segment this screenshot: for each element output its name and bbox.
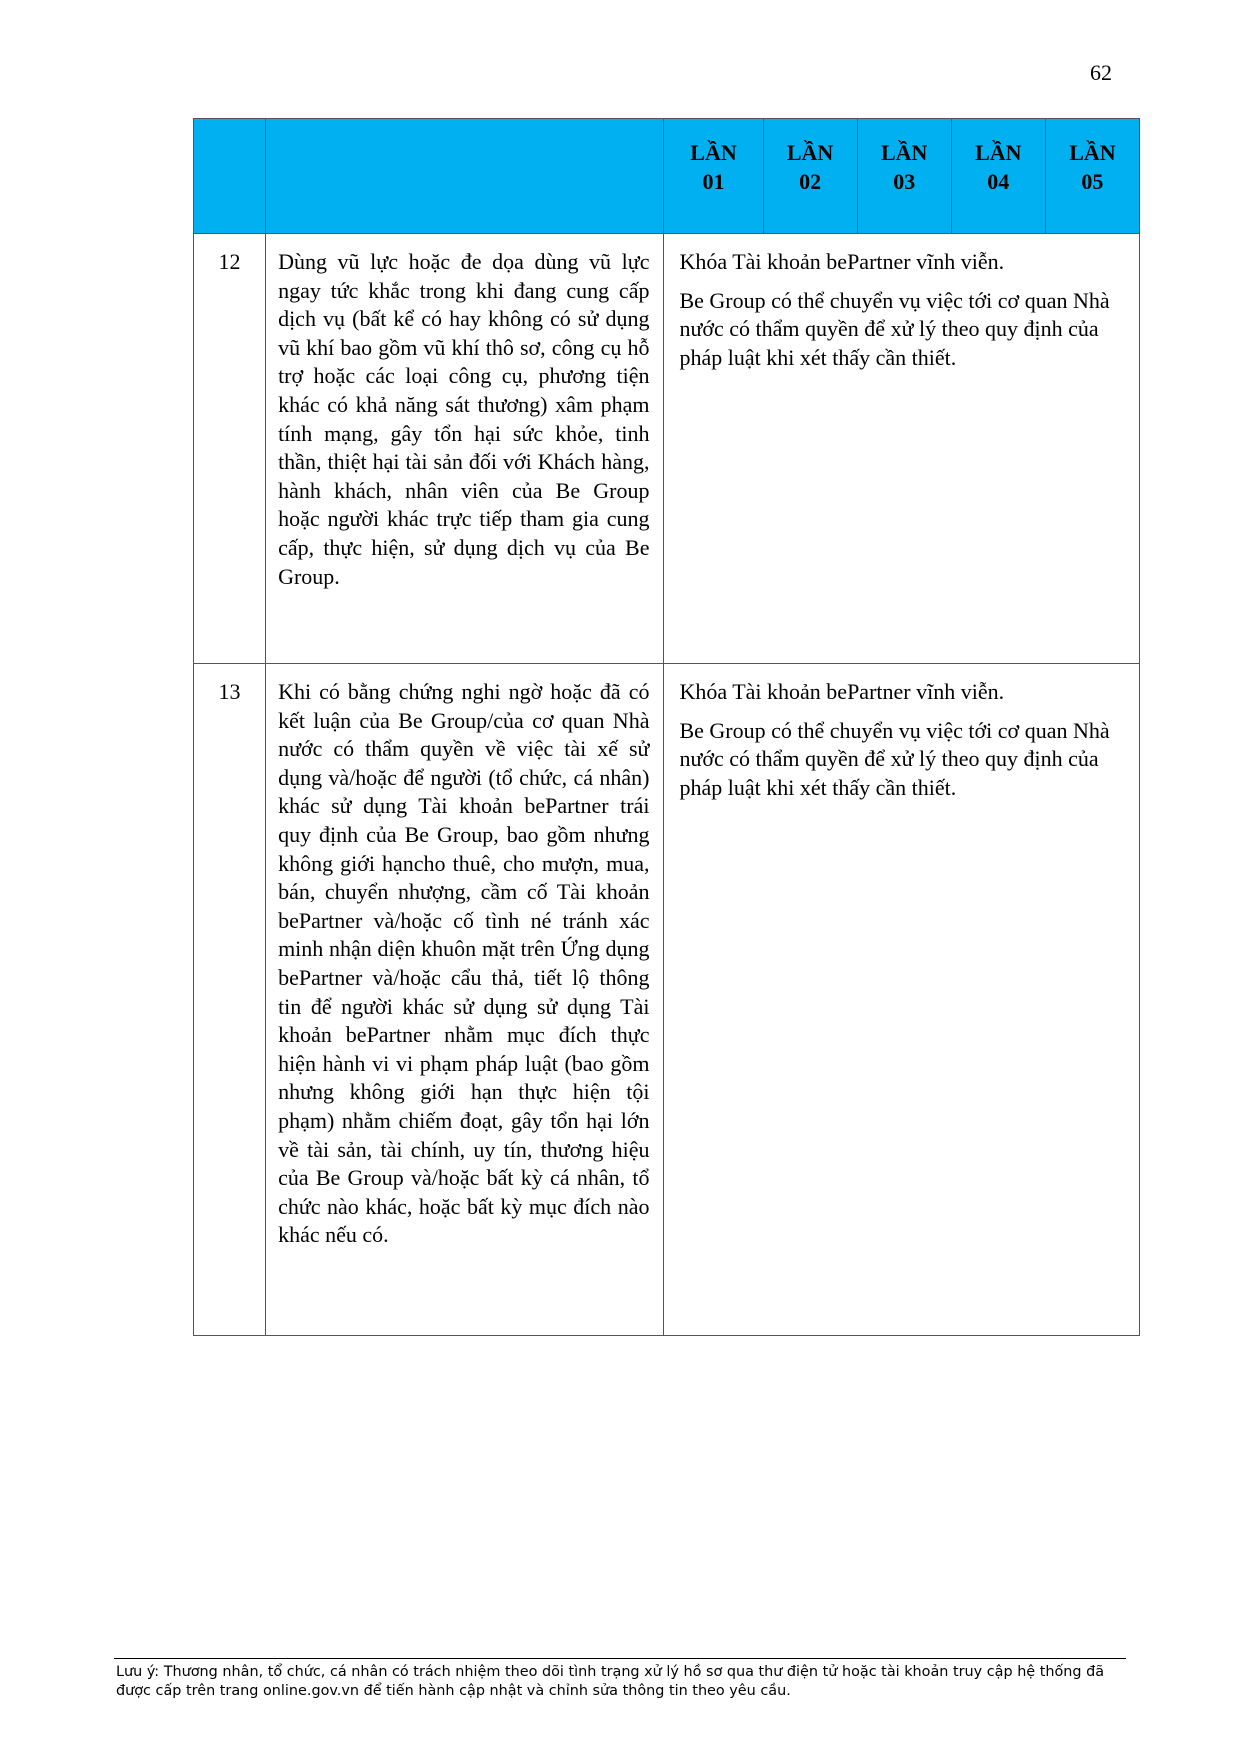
header-lan-label: LẦN <box>786 140 834 165</box>
row-action <box>664 234 1140 664</box>
table-row <box>194 664 1140 1336</box>
header-description <box>266 119 664 234</box>
page-number: 62 <box>1090 60 1112 85</box>
row-description: Khi có bằng chứng nghi ngờ hoặc đã có kết luận của Be Group/của cơ quan Nhà nước có thẩm quyền về việc tài xế sử dụng và/hoặc để người (tổ chức, cá nhân) khác sử dụng Tài khoản bePartner trái quy định của Be Group, bao gồm nhưng không giới hạncho thuê, cho mượn, mua, bán, chuyển nhượng, cầm cố Tài khoản bePartner và/hoặc cố tình né tránh xác minh nhận diện khuôn mặt trên Ứng dụng bePartner và/hoặc cẩu thả, tiết lộ thông tin để người khác sử dụng sử dụng Tài khoản bePartner nhằm mục đích thực hiện hành vi vi phạm pháp luật (bao gồm nhưng không giới hạn thực hiện tội phạm) nhằm chiếm đoạt, gây tổn hại lớn về tài sản, tài chính, uy tín, thương hiệu của Be Group và/hoặc bất kỳ cá nhân, tổ chức nào khác, hoặc bất kỳ mục đích nào khác nếu có. <box>266 664 664 1336</box>
header-lan-label: LẦN <box>975 140 1022 165</box>
footer-divider <box>114 1658 1126 1659</box>
row-number: 12 <box>194 234 266 664</box>
header-lan-02 <box>763 119 857 234</box>
header-lan-01 <box>664 119 763 234</box>
action-transfer-authority: Be Group có thể chuyển vụ việc tới cơ quan Nhà nước có thẩm quyền để xử lý theo quy định của pháp luật khi xét thấy cần thiết. <box>679 717 1110 800</box>
footer-note: Lưu ý: Thương nhân, tổ chức, cá nhân có trách nhiệm theo dõi tình trạng xử lý hồ sơ qua thư điện tử hoặc tài khoản truy cập hệ thống đã được cấp trên trang online.gov.vn để tiến hành cập nhật và chỉnh sửa thông tin theo yêu cầu. <box>116 1664 1105 1699</box>
header-lan-04 <box>951 119 1045 234</box>
header-lan-label: LẦN <box>1069 140 1116 165</box>
row-description: Dùng vũ lực hoặc đe dọa dùng vũ lực ngay tức khắc trong khi đang cung cấp dịch vụ (bất kể có hay không có sử dụng vũ khí bao gồm vũ khí thô sơ, công cụ hỗ trợ hoặc các loại công cụ, phương tiện khác có khả năng sát thương) xâm phạm tính mạng, gây tổn hại sức khỏe, tinh thần, thiệt hại tài sản đối với Khách hàng, hành khách, nhân viên của Be Group hoặc người khác trực tiếp tham gia cung cấp, thực hiện, sử dụng dịch vụ của Be Group. <box>266 234 664 664</box>
header-lan-number: 02 <box>799 168 822 194</box>
header-no <box>194 119 266 234</box>
header-lan-number: 04 <box>987 168 1010 194</box>
table-header-row <box>194 119 1140 234</box>
row-number: 13 <box>194 664 266 1336</box>
header-lan-label: LẦN <box>690 140 737 165</box>
violation-table <box>193 118 1140 1336</box>
table-row <box>194 234 1140 664</box>
header-lan-number: 01 <box>702 168 725 194</box>
header-lan-label: LẦN <box>880 140 928 165</box>
header-lan-number: 05 <box>1081 168 1104 194</box>
header-lan-03 <box>857 119 951 234</box>
action-transfer-authority: Be Group có thể chuyển vụ việc tới cơ quan Nhà nước có thẩm quyền để xử lý theo quy định của pháp luật khi xét thấy cần thiết. <box>679 287 1110 370</box>
row-action <box>664 664 1140 1336</box>
action-lock-account: Khóa Tài khoản bePartner vĩnh viễn. <box>679 679 1005 704</box>
header-lan-number: 03 <box>893 168 916 194</box>
action-lock-account: Khóa Tài khoản bePartner vĩnh viễn. <box>679 249 1005 274</box>
header-lan-05 <box>1045 119 1139 234</box>
